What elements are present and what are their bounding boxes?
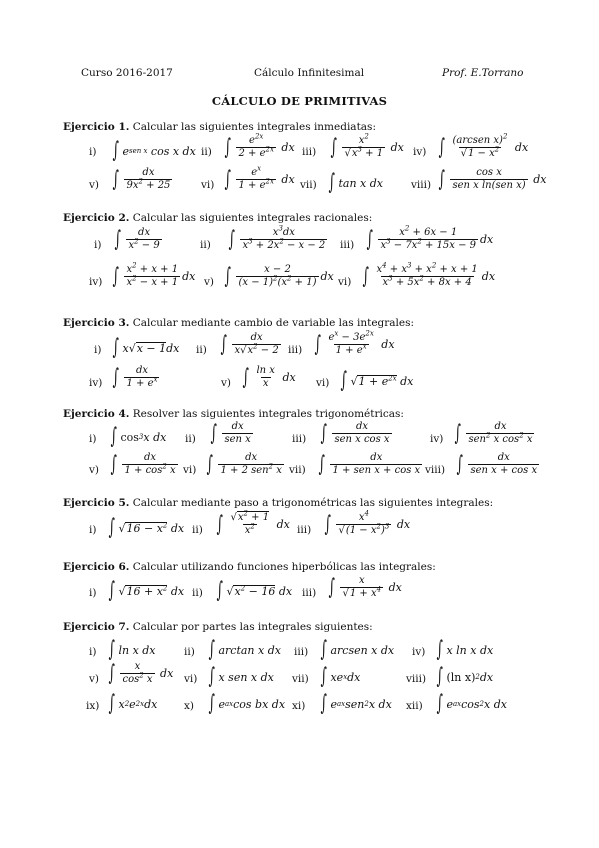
integral-4-vii: ∫ $\frac{dx}{\text{1 + sen x + cos x}}$ [318,451,421,477]
integral-3-ii: ∫ $\frac{dx}{x√x^2 - 2}$ [220,331,279,357]
item-label: vi) [184,673,198,685]
item-label: viii) [406,673,427,685]
item-label: iv) [89,377,103,389]
integral-7-viii: ∫ (ln x) 2 dx [436,664,494,689]
integral-5-iii: ∫ $\frac{x^4}{√(1 - x^2)^3}$ dx [324,509,411,537]
item-label: ii) [184,646,195,658]
integral-2-ii: ∫ $\frac{x^3dx}{x^3 + 2x^2 - x - 2}$ [228,224,326,252]
item-label: iv) [412,646,426,658]
item-label: v) [89,673,100,685]
integral-4-vi: ∫ $\frac{dx}{1 + 2 sen^2 x}$ [206,451,282,477]
integral-7-iv: ∫ x ln x dx [436,637,494,662]
item-label: ii) [196,344,207,356]
integral-1-i: ∫ e sen x cos x dx [112,138,196,163]
item-label: iii) [297,524,312,536]
integral-2-iii: ∫ $\frac{x^2 + 6x - 1}{x^3 - 7x^2 + 15x - 9}$ dx [366,224,494,252]
item-label: iv) [413,146,427,158]
integral-6-iii: ∫ $\frac{x}{√1 + x^4}$ dx [328,574,402,600]
item-label: ii) [201,146,212,158]
item-label: i) [89,433,97,445]
item-label: iii) [302,587,317,599]
integral-4-iii: ∫ $\frac{dx}{\text{sen x cos x}}$ [320,420,390,446]
item-label: iv) [89,276,103,288]
item-label: ii) [192,587,203,599]
integral-1-ii: ∫ $\frac{e^{2x}}{2 + e^{2x}}$ dx [224,132,295,160]
integral-7-xii: ∫ e ax cos 2 x dx [436,691,507,716]
integral-4-v: ∫ $\frac{dx}{1 + \cos^2 x}$ [110,451,176,477]
integral-7-ii: ∫ arctan x dx [208,637,281,662]
exercise-3-heading: Ejercicio 3. Calcular mediante cambio de variable las integrales: [63,317,415,329]
integral-4-i: ∫ cos 3 x dx [110,424,167,449]
item-label: v) [89,464,100,476]
page-title: CÁLCULO DE PRIMITIVAS [211,94,388,108]
integral-7-iii: ∫ arcsen x dx [320,637,395,662]
item-label: v) [221,377,232,389]
integral-5-i: ∫ √ $16 - x^2$ dx [108,515,185,540]
item-label: i) [94,344,102,356]
item-label: i) [89,146,97,158]
integral-3-i: ∫ x √ x − 1 dx [112,335,180,360]
subject-label: Cálculo Infinitesimal [254,67,365,79]
integral-2-iv: ∫ $\frac{x^2 + x + 1}{x^2 - x + 1}$ dx [112,261,196,289]
exercise-5-heading: Ejercicio 5. Calcular mediante paso a trigonométricas las siguientes integrales: [63,497,494,509]
integral-3-v: ∫ $\frac{\text{ln x}}{x}$ dx [242,364,296,390]
integral-4-viii: ∫ $\frac{dx}{\text{sen x + cos x}}$ [456,451,538,477]
integral-2-v: ∫ $\frac{x - 2}{(x - 1)^2(x^2 + 1)}$ dx [224,263,334,289]
item-label: iv) [430,433,444,445]
item-label: i) [89,524,97,536]
exercise-7-heading: Ejercicio 7. Calcular por partes las integrales siguientes: [63,621,373,633]
integral-3-iv: ∫ $\frac{dx}{1 + e^x}$ [112,364,158,390]
item-label: xi) [292,700,306,712]
integral-1-iv: ∫ $\frac{(arcsen x)^2}{√1 - x^2}$ dx [438,132,529,160]
exercise-6-heading: Ejercicio 6. Calcular utilizando funciones hiperbólicas las integrales: [63,561,436,573]
integral-1-vii: ∫ tan x dx [328,170,383,195]
item-label: i) [94,239,102,251]
integral-7-vi: ∫ x sen x dx [208,664,274,689]
item-label: vii) [289,464,306,476]
item-label: ii) [192,524,203,536]
item-label: iii) [294,646,309,658]
item-label: viii) [411,179,432,191]
exercise-2-heading: Ejercicio 2. Calcular las siguientes integrales racionales: [63,212,373,224]
item-label: ii) [200,239,211,251]
integral-3-iii: ∫ $\frac{e^x - 3e^{2x}}{1 + e^x}$ dx [314,329,395,357]
item-label: viii) [425,464,446,476]
item-label: v) [89,179,100,191]
item-label: iii) [292,433,307,445]
integral-2-i: ∫ $\frac{dx}{x^2 - 9}$ [114,226,160,252]
item-label: iii) [340,239,355,251]
exercise-1-heading: Ejercicio 1. Calcular las siguientes integrales inmediatas: [63,121,376,133]
integral-2-vi: ∫ $\frac{x^4 + x^3 + x^2 + x + 1}{x^3 + 5x^2 + 8x + 4}$ dx [362,261,496,289]
integral-7-x: ∫ e ax cos bx dx [208,691,286,716]
item-label: i) [89,646,97,658]
item-label: x) [184,700,195,712]
item-label: vii) [300,179,317,191]
integral-7-ix: ∫ x 2 e 2x dx [108,691,158,716]
integral-7-vii: ∫ xe x dx [320,664,361,689]
integral-1-vi: ∫ $\frac{e^x}{1 + e^{2x}}$ dx [224,164,295,192]
item-label: vi) [201,179,215,191]
integral-7-xi: ∫ e ax sen 2 x dx [320,691,392,716]
item-label: vi) [316,377,330,389]
integral-4-iv: ∫ $\frac{dx}{sen^2 x \cos^2 x}$ [454,420,533,446]
item-label: vi) [338,276,352,288]
item-label: vi) [183,464,197,476]
professor-label: Prof. E.Torrano [442,67,524,79]
integral-1-viii: ∫ $\frac{\text{cos x}}{\text{sen x ln(sen x)}}$ dx [438,166,547,192]
integral-3-vi: ∫ √ $1 + e^{2x}$ dx [340,368,414,393]
integral-6-ii: ∫ √ $x^2 - 16$ dx [216,578,293,603]
item-label: ii) [185,433,196,445]
integral-6-i: ∫ √ $16 + x^2$ dx [108,578,185,603]
item-label: v) [204,276,215,288]
integral-1-iii: ∫ $\frac{x^2}{√x^3 + 1}$ dx [330,132,404,160]
item-label: ix) [86,700,100,712]
integral-7-v: ∫ $\frac{x}{\cos^2 x}$ dx [108,660,174,686]
integral-7-i: ∫ ln x dx [108,637,156,662]
item-label: iii) [288,344,303,356]
item-label: i) [89,587,97,599]
item-label: xii) [406,700,423,712]
item-label: vii) [292,673,309,685]
integral-5-ii: ∫ $\frac{√x^2 + 1}{x^2}$ dx [216,509,290,537]
exercise-4-heading: Ejercicio 4. Resolver las siguientes integrales trigonométricas: [63,408,404,420]
item-label: iii) [302,146,317,158]
integral-1-v: ∫ $\frac{dx}{9x^2 + 25}$ [112,166,171,192]
course-label: Curso 2016-2017 [81,67,173,79]
integral-4-ii: ∫ $\frac{dx}{\text{sen x}}$ [210,420,251,446]
